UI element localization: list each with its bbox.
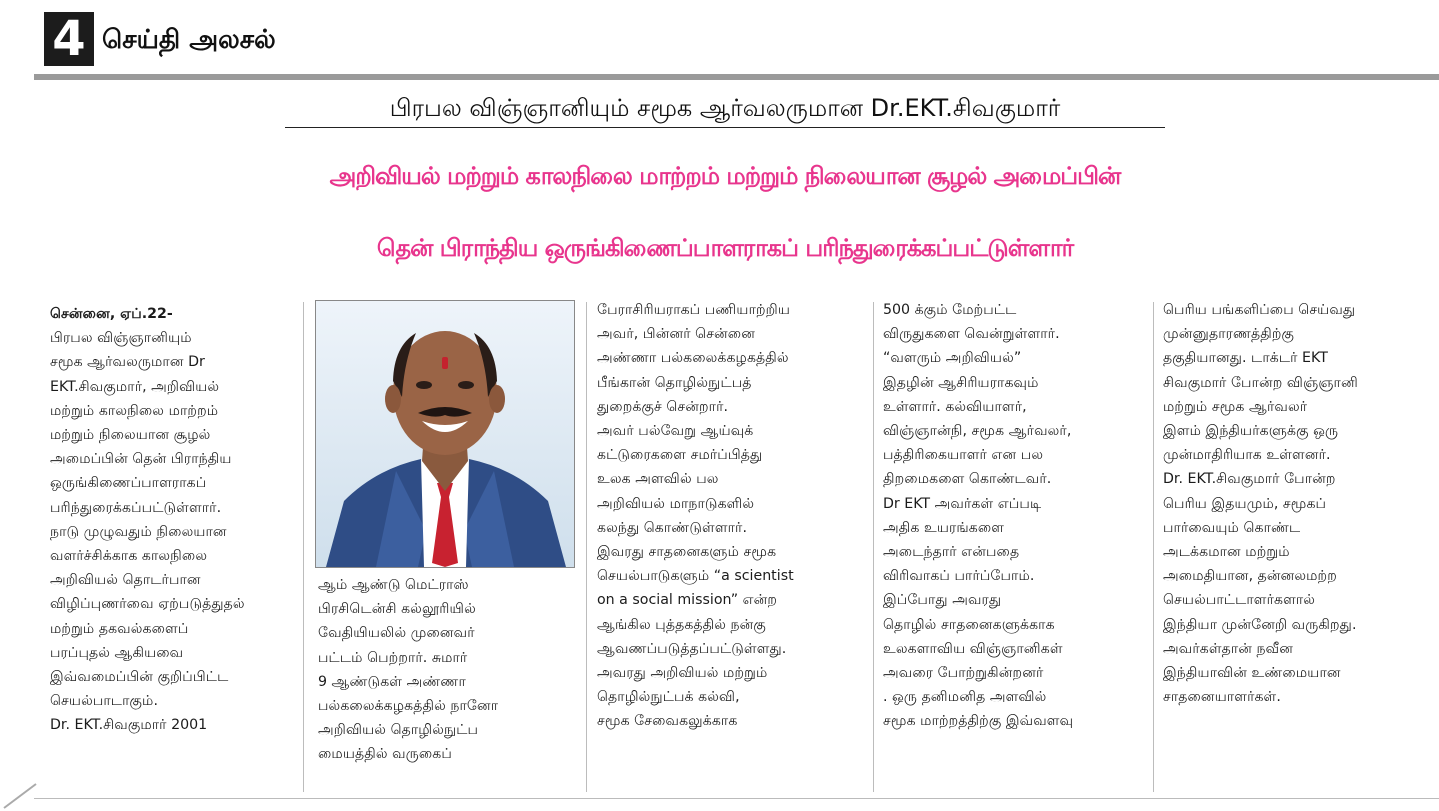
- article-text-line: பரப்புதல் ஆகியவை: [50, 644, 184, 661]
- article-kicker: பிரபல விஞ்ஞானியும் சமூக ஆர்வலருமான Dr.EKT.சிவகுமார்: [285, 91, 1165, 128]
- article-text-line: இப்போது அவரது: [883, 592, 1002, 609]
- article-text-line: விரிவாகப் பார்ப்போம்.: [883, 568, 1035, 585]
- article-text-line: சிவகுமார் போன்ற விஞ்ஞானி: [1163, 374, 1358, 391]
- article-text-line: இந்தியா முன்னேறி வருகிறது.: [1163, 616, 1357, 633]
- article-text-line: பெரிய பங்களிப்பை செய்வது: [1163, 302, 1356, 318]
- article-text-line: அவர் பல்வேறு ஆய்வுக்: [597, 423, 754, 440]
- article-text-line: பத்திரிகையாளர் என பல: [883, 447, 1044, 464]
- article-text-line: விருதுகளை வென்றுள்ளார்.: [883, 326, 1060, 343]
- article-text-line: பார்வையும் கொண்ட: [1163, 519, 1301, 536]
- article-text-line: Dr. EKT.சிவகுமார் 2001: [50, 717, 208, 734]
- article-text-line: அவரது அறிவியல் மற்றும்: [597, 665, 768, 682]
- article-text-line: பெரிய இதயமும், சமூகப்: [1163, 495, 1327, 512]
- article-text-line: 9 ஆண்டுகள் அண்ணா: [318, 673, 466, 690]
- article-column-3: [597, 298, 863, 734]
- article-column-2: [318, 573, 573, 767]
- article-headline: [20, 140, 1430, 284]
- article-text-line: அறிவியல் தொழில்நுட்ப: [318, 722, 479, 739]
- article-text-line: மற்றும் தகவல்களைப்: [50, 620, 189, 637]
- article-text-line: பிரபல விஞ்ஞானியும்: [50, 330, 192, 347]
- article-text-line: அறிவியல் மாநாடுகளில்: [597, 495, 755, 512]
- article-text-line: சமூக மாற்றத்திற்கு இவ்வளவு: [883, 713, 1074, 730]
- article-text-line: மற்றும் சமூக ஆர்வலர்: [1163, 398, 1308, 415]
- article-text-line: பேராசிரியராகப் பணியாற்றிய: [597, 302, 791, 318]
- article-text-line: துறைக்குச் சென்றார்.: [597, 398, 728, 415]
- article-text-line: அடக்கமான மற்றும்: [1163, 544, 1290, 561]
- article-text-line: தொழில் சாதனைகளுக்காக: [883, 616, 1055, 633]
- article-text-line: ஆவணப்படுத்தப்பட்டுள்ளது.: [597, 640, 787, 657]
- article-text-line: மற்றும் நிலையான சூழல்: [50, 427, 211, 444]
- article-text-line: அதிக உயரங்களை: [883, 519, 1005, 536]
- article-text-line: இவரது சாதனைகளும் சமூக: [597, 544, 777, 561]
- article-text-line: EKT.சிவகுமார், அறிவியல்: [50, 378, 220, 395]
- article-text-line: விஞ்ஞான்நி, சமூக ஆர்வலர்,: [883, 423, 1072, 440]
- article-text-line: அவர்கள்தான் நவீன: [1163, 640, 1293, 657]
- article-text-line: தொழில்நுட்பக் கல்வி,: [597, 689, 740, 706]
- article-text-line: ஆங்கில புத்தகத்தில் நன்கு: [597, 616, 766, 633]
- article-text-line: நாடு முழுவதும் நிலையான: [50, 523, 227, 540]
- article-text-line: முன்மாதிரியாக உள்ளனர்.: [1163, 447, 1331, 464]
- article-text-line: திறமைகளை கொண்டவர்.: [883, 471, 1052, 488]
- article-text-line: “வளரும் அறிவியல்”: [883, 350, 1022, 367]
- article-text-line: செயல்பாடுகளும் “a scientist: [597, 568, 794, 585]
- article-text-line: இவ்வமைப்பின் குறிப்பிட்ட: [50, 669, 229, 686]
- article-text-line: அடைந்தார் என்பதை: [883, 544, 1020, 561]
- article-text-line: கட்டுரைகளை சமர்ப்பித்து: [597, 447, 763, 464]
- article-text-line: Dr. EKT.சிவகுமார் போன்ற: [1163, 471, 1336, 488]
- article-text-line: அவர், பின்னர் சென்னை: [597, 326, 755, 343]
- page-fold-mark: [0, 780, 40, 810]
- article-text-line: செயல்பாட்டாளர்களால்: [1163, 592, 1316, 609]
- article-text-line: தகுதியானது. டாக்டர் EKT: [1163, 350, 1328, 367]
- article-column-4: [883, 298, 1145, 734]
- article-text-line: இந்தியாவின் உண்மையான: [1163, 665, 1341, 682]
- article-text-line: முன்னுதாரணத்திற்கு: [1163, 326, 1295, 343]
- article-text-line: அண்ணா பல்கலைக்கழகத்தில்: [597, 350, 789, 367]
- article-text-line: சாதனையாளர்கள்.: [1163, 689, 1281, 706]
- article-text-line: மையத்தில் வருகைப்: [318, 746, 452, 763]
- article-text-line: on a social mission” என்ற: [597, 592, 778, 609]
- headline-line-1: அறிவியல் மற்றும் காலநிலை மாற்றம் மற்றும் நிலையான சூழல் அமைப்பின்: [329, 162, 1121, 190]
- article-text-line: உலகளாவிய விஞ்ஞானிகள்: [883, 640, 1063, 657]
- article-text-line: சமூக சேவைகலுக்காக: [597, 713, 738, 730]
- page-number: 4: [44, 12, 94, 66]
- article-text-line: விழிப்புணர்வை ஏற்படுத்துதல்: [50, 596, 245, 613]
- article-text-line: அமைப்பின் தென் பிராந்திய: [50, 451, 232, 468]
- article-text-line: . ஒரு தனிமனித அளவில்: [883, 689, 1047, 706]
- article-text-line: சமூக ஆர்வலருமான Dr: [50, 354, 205, 371]
- article-text-line: Dr EKT அவர்கள் எப்படி: [883, 495, 1042, 512]
- article-text-line: அமைதியான, தன்னலமற்ற: [1163, 568, 1337, 585]
- article-text-line: இளம் இந்தியர்களுக்கு ஒரு: [1163, 423, 1339, 440]
- article-column-1: [50, 302, 292, 738]
- page-header: [40, 10, 1439, 70]
- article-column-5: [1163, 298, 1425, 709]
- footer-rule: [34, 798, 1439, 799]
- article-text-line: கலந்து கொண்டுள்ளார்.: [597, 519, 747, 536]
- header-rule: [34, 74, 1439, 80]
- article-text-line: 500 க்கும் மேற்பட்ட: [883, 302, 1017, 318]
- article-text-line: பல்கலைக்கழகத்தில் நானோ: [318, 698, 499, 715]
- article-text-line: ஆம் ஆண்டு மெட்ராஸ்: [318, 577, 469, 593]
- headline-line-2: தென் பிராந்திய ஒருங்கிணைப்பாளராகப் பரிந்துரைக்கப்பட்டுள்ளார்: [376, 234, 1074, 262]
- article-text-line: இதழின் ஆசிரியராகவும்: [883, 374, 1039, 391]
- article-text-line: வேதியியலில் முனைவர்: [318, 625, 475, 642]
- dateline: சென்னை, ஏப்.22-: [50, 306, 173, 322]
- article-text-line: வளர்ச்சிக்காக காலநிலை: [50, 548, 208, 565]
- article-text-line: பீங்கான் தொழில்நுட்பத்: [597, 374, 752, 391]
- article-text-line: உள்ளார். கல்வியாளர்,: [883, 398, 1027, 415]
- article-body: [0, 298, 1439, 798]
- article-text-line: செயல்பாடாகும்.: [50, 693, 158, 710]
- article-text-line: ஒருங்கிணைப்பாளராகப்: [50, 475, 207, 492]
- article-text-line: உலக அளவில் பல: [597, 471, 719, 488]
- article-text-line: அறிவியல் தொடர்பான: [50, 572, 201, 589]
- article-text-line: பிரசிடென்சி கல்லூரியில்: [318, 601, 476, 618]
- section-name: செய்தி அலசல்: [102, 25, 276, 55]
- article-text-line: அவரை போற்றுகின்றனர்: [883, 665, 1044, 682]
- article-text-line: மற்றும் காலநிலை மாற்றம்: [50, 402, 219, 419]
- article-text-line: பரிந்துரைக்கப்பட்டுள்ளார்.: [50, 499, 222, 516]
- article-text-line: பட்டம் பெற்றார். சுமார்: [318, 649, 468, 666]
